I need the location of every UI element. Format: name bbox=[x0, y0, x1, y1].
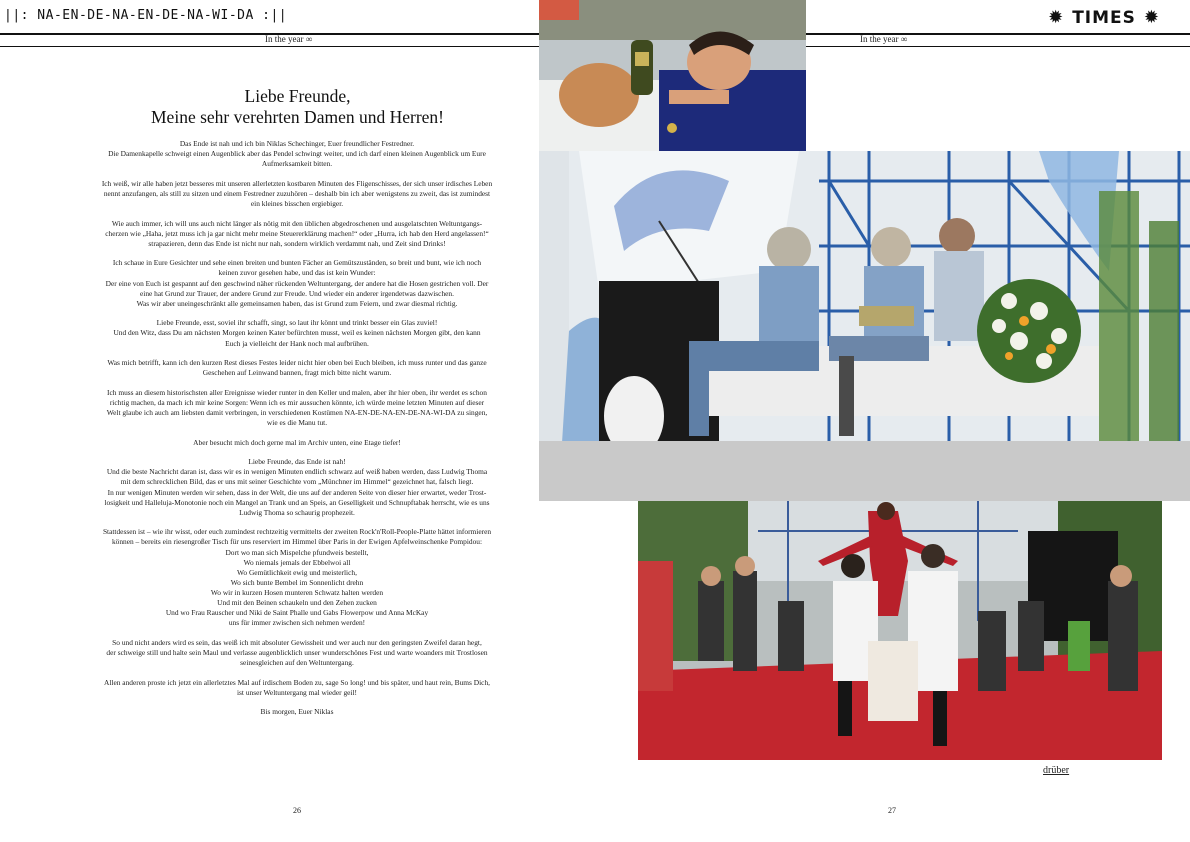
speech-line: richtig machen, da mach ich mir keine Sorgen: Wenn ich es mir aussuchen könnte, ich würde meine letzten Minuten auf dieser bbox=[109, 397, 485, 407]
page-title bbox=[0, 86, 595, 128]
speech-line: wie es die Manu tut. bbox=[266, 418, 328, 428]
speech-body bbox=[62, 139, 532, 727]
speech-line: Was wir aber uneingeschränkt alle gemeinsamen haben, das ist Grund zum Feiern, und zwar diesmal richtig. bbox=[136, 298, 458, 308]
masthead-left: ||: NA-EN-DE-NA-EN-DE-NA-WI-DA :|| bbox=[4, 8, 288, 23]
speech-paragraph bbox=[62, 219, 532, 249]
title-line-2: Meine sehr verehrten Damen und Herren! bbox=[151, 107, 444, 127]
speech-paragraph bbox=[62, 139, 532, 169]
speech-paragraph bbox=[62, 638, 532, 668]
speech-paragraph bbox=[62, 258, 532, 308]
speech-line: Ich schaue in Eure Gesichter und sehe einen breiten und bunten Fächer an Gemütszuständen, so breit und bunt, wie ich noch bbox=[112, 258, 482, 268]
speech-line: losigkeit und Halleluja-Monotonie noch ein Mangel an Trank und an Speis, an Geselligkeit und Schnupftabak herrscht, wie es uns bbox=[104, 497, 490, 507]
photo-stage-performers bbox=[539, 151, 1190, 501]
photo-sleeping-man bbox=[539, 0, 806, 160]
speech-line: Liebe Freunde, das Ende ist nah! bbox=[248, 457, 346, 467]
speech-line: Wo Gemütlichkeit ewig und meisterlich, bbox=[237, 567, 357, 577]
speech-line: Ich muss an diesem historischsten aller Ereignisse wieder runter in den Keller und malen, aber ihr hier oben, ihr werdet es schon bbox=[107, 387, 487, 397]
speech-line: Wo niemals jemals der Ebbelwoi all bbox=[243, 557, 351, 567]
bottom-rule-left bbox=[0, 46, 595, 47]
speech-line: Was mich betrifft, kann ich den kurzen Rest dieses Festes leider nicht hier oben bei Euch bleiben, ich muss runter und das ganze bbox=[107, 358, 487, 368]
speech-line: Und mit den Beinen schaukeln und den Zehen zucken bbox=[217, 597, 377, 607]
speech-line: Die Damenkapelle schweigt einen Augenblick aber das Pendel schwingt weiter, und ich darf einen kleinen Augenblick um Eure bbox=[108, 149, 486, 159]
masthead-title: TIMES bbox=[1072, 8, 1136, 28]
speech-line: Welt glaube ich auch am liebsten damit verbringen, in verschiedenen Kostümen NA-EN-DE-NA-EN-DE-NA-WI-DA zu singen, bbox=[106, 407, 488, 417]
speech-line: Dort wo man sich Mispelche pfundweis bestellt, bbox=[225, 547, 369, 557]
speech-paragraph bbox=[62, 358, 532, 378]
speech-line: Aber besucht mich doch gerne mal im Archiv unten, eine Etage tiefer! bbox=[193, 437, 401, 447]
speech-line: Und wo Frau Rauscher und Niki de Saint Phalle und Gabs Flowerpow und Anna McKay bbox=[165, 608, 429, 618]
speech-paragraph bbox=[62, 179, 532, 209]
splat-left-icon: ✹ bbox=[1048, 7, 1065, 28]
speech-line: ein kleines bisschen ergiebiger. bbox=[250, 198, 344, 208]
speech-line: Ludwig Thoma so schaurig prophezeit. bbox=[239, 507, 355, 517]
speech-line: cherzen wie „Haha, jetzt muss ich ja gar nicht mehr meine Steuererklärung machen!“ oder „Hurra, ich hab den Herd angelassen!“ bbox=[105, 228, 489, 238]
speech-paragraph bbox=[62, 388, 532, 428]
speech-line: Das Ende ist nah und ich bin Niklas Schechinger, Euer freundlicher Festredner. bbox=[179, 139, 415, 148]
title-line-1: Liebe Freunde, bbox=[244, 86, 351, 106]
speech-line: seinesgleichen auf den Weltuntergang. bbox=[240, 657, 354, 667]
speech-line: Geschehen auf Leinwand bannen, fragt mich bitte nicht warum. bbox=[202, 368, 392, 378]
speech-line: Aufmerksamkeit bitten. bbox=[261, 159, 333, 169]
speech-line: Und die beste Nachricht daran ist, dass wir es in wenigen Minuten endlich schwarz auf weiß haben werden, dass Ludwig Thoma bbox=[106, 467, 488, 477]
speech-line: strapazieren, denn das Ende ist nicht nur nah, sondern wirklich verdammt nah, und Zeit sind Drinks! bbox=[148, 238, 446, 248]
speech-line: Ich weiß, wir alle haben jetzt besseres mit unseren allerletzten kostbaren Minuten des Fligenschisses, der sich unser irdisches Leben bbox=[101, 178, 493, 188]
speech-line: Wie auch immer, ich will uns auch nicht länger als nötig mit den üblichen abgedroschenen und ausgelatschten Weltuntgangs- bbox=[111, 218, 483, 228]
speech-line: Bis morgen, Euer Niklas bbox=[260, 707, 334, 717]
running-head-right: In the year ∞ bbox=[860, 34, 908, 44]
speech-line: mit dem schrecklichen Bild, das er uns mit seiner Geschichte vom „Münchner im Himmel“ gezeichnet hat, falsch liegt. bbox=[120, 477, 474, 487]
speech-line: eine hat Grund zur Trauer, der andere Grund zur Freude. Und wieder ein anderer irgendetwas dazwischen. bbox=[140, 288, 454, 298]
speech-line: In nur wenigen Minuten werden wir sehen, dass in der Welt, die uns auf der anderen Seite von dieser hier erwartet, weder Trost- bbox=[107, 487, 487, 497]
speech-line: Wo wir in kurzen Hosen munteren Schwatz halten werden bbox=[210, 587, 384, 597]
running-head-left: In the year ∞ bbox=[265, 34, 313, 44]
speech-line: nennt anzufangen, als still zu sitzen und einem Festredner zuzuhören – deshalb bin ich aber wenigstens zu zweit, das ist zumindest bbox=[103, 188, 491, 198]
speech-line: keinen zuvor gesehen habe, und das ist kein Wunder: bbox=[218, 268, 376, 278]
speech-line: können – bereits ein riesengroßer Tisch für uns reserviert im Himmel über Paris in der Ewigen Apfelweinschenke Pompidou: bbox=[111, 537, 483, 547]
speech-line: Stattdessen ist – wie ihr wisst, oder euch zumindest rechtzeitig vermittelts der zweiten Rock'n'Roll-People-Platte hättet informieren bbox=[102, 527, 492, 537]
photo-red-carpet-acrobat bbox=[638, 501, 1162, 760]
page-number-left: 26 bbox=[293, 806, 301, 815]
speech-line: uns für immer zwischen sich nehmen werden! bbox=[228, 618, 366, 628]
speech-line: Wo sich bunte Bembel im Sonnenlicht drehn bbox=[230, 577, 364, 587]
speech-paragraph bbox=[62, 678, 532, 698]
splat-right-icon: ✹ bbox=[1143, 7, 1160, 28]
speech-paragraph bbox=[62, 438, 532, 448]
bottom-rule-right bbox=[805, 46, 1190, 47]
speech-paragraph bbox=[62, 457, 532, 518]
speech-line: Allen anderen proste ich jetzt ein allerletztes Mal auf irdischem Boden zu, sage So long! und bis später, und haut rein, Bums Dich, bbox=[104, 677, 490, 687]
speech-line: So und nicht anders wird es sein, das weiß ich mit absoluter Gewissheit und wer auch nur den geringsten Zweifel daran hegt, bbox=[112, 637, 482, 647]
page-number-right: 27 bbox=[888, 806, 896, 815]
speech-line: ist unser Weltuntergang mal wieder geil! bbox=[236, 687, 358, 697]
speech-line: Euch ja vielleicht der Hank noch mal aufbrühen. bbox=[225, 338, 369, 348]
photo-caption: drüber bbox=[1043, 765, 1070, 776]
speech-paragraph bbox=[62, 707, 532, 717]
speech-line: Und den Witz, dass Du am nächsten Morgen keinen Kater befürchten musst, weil es keinen nächsten Morgen gibt, den kann bbox=[113, 328, 481, 338]
speech-line: Liebe Freunde, esst, soviel ihr schafft, singt, so laut ihr könnt und trinkt besser ein Glas zuviel! bbox=[156, 318, 438, 328]
speech-line: der schweige still und halte sein Maul und verlasse augenblicklich unser wunderschönes Fest und warte woanders mit Trostlosen bbox=[106, 647, 488, 657]
speech-paragraph bbox=[62, 527, 532, 628]
masthead-right bbox=[1048, 8, 1160, 28]
speech-line: Der eine von Euch ist gespannt auf den geschwind näher rückenden Weltuntergang, der andere hat die Hosen gestrichen voll. Der bbox=[105, 278, 489, 288]
speech-paragraph bbox=[62, 318, 532, 348]
